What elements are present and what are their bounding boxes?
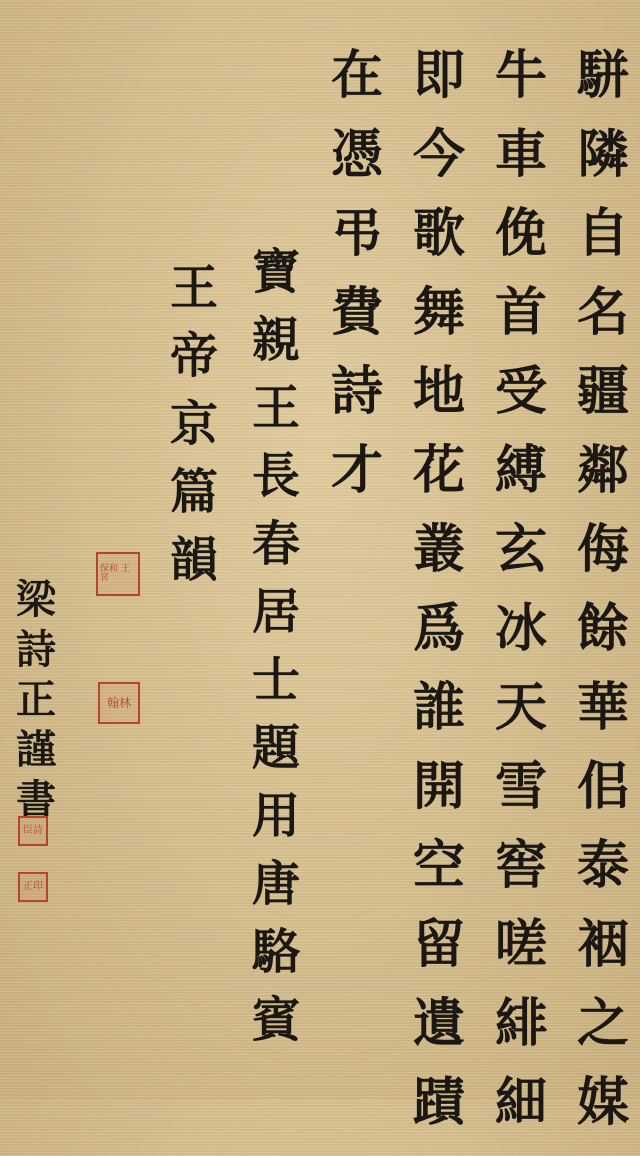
calligraphy-character: 牛 (494, 45, 547, 106)
calligraphy-character: 侮 (576, 519, 629, 580)
calligraphy-character: 自 (576, 203, 629, 264)
calligraphy-character: 王 (251, 380, 300, 436)
calligraphy-character: 窖 (494, 835, 547, 896)
calligraphy-character: 駱 (251, 924, 300, 980)
calligraphy-character: 士 (251, 652, 300, 708)
calligraphy-character: 舞 (412, 282, 465, 343)
calligraphy-character: 謹 (16, 726, 56, 773)
calligraphy-character: 書 (16, 776, 56, 823)
title-column-1 (246, 244, 306, 1064)
calligraphy-character: 才 (330, 440, 383, 501)
calligraphy-character: 開 (412, 756, 465, 817)
calligraphy-character: 題 (251, 720, 300, 776)
calligraphy-character: 留 (412, 914, 465, 975)
poem-column-4 (326, 45, 388, 524)
calligraphy-character: 之 (576, 993, 629, 1054)
calligraphy-character: 即 (412, 45, 465, 106)
calligraphy-character: 唐 (251, 856, 300, 912)
calligraphy-character: 裀 (576, 914, 629, 975)
seal-royal: 保和 王宮 (96, 552, 140, 596)
calligraphy-character: 縛 (494, 440, 547, 501)
calligraphy-character: 蹟 (412, 1072, 465, 1133)
calligraphy-character: 雪 (494, 756, 547, 817)
calligraphy-character: 京 (169, 396, 218, 452)
calligraphy-character: 春 (251, 516, 300, 572)
calligraphy-character: 篇 (169, 464, 218, 520)
calligraphy-character: 華 (576, 677, 629, 738)
calligraphy-character: 親 (251, 312, 300, 368)
calligraphy-character: 俛 (494, 203, 547, 264)
calligraphy-character: 泰 (576, 835, 629, 896)
calligraphy-character: 地 (412, 361, 465, 422)
calligraphy-character: 在 (330, 45, 383, 106)
calligraphy-character: 佀 (576, 756, 629, 817)
calligraphy-character: 賓 (251, 992, 300, 1048)
calligraphy-character: 受 (494, 361, 547, 422)
calligraphy-character: 詩 (16, 626, 56, 673)
calligraphy-character: 玄 (494, 519, 547, 580)
calligraphy-character: 緋 (494, 993, 547, 1054)
poem-column-3 (408, 45, 470, 1156)
title-column-2 (164, 260, 224, 604)
calligraphy-character: 遺 (412, 993, 465, 1054)
calligraphy-character: 叢 (412, 519, 465, 580)
calligraphy-character: 詩 (330, 361, 383, 422)
seal-signature-2: 正印 (18, 872, 48, 902)
calligraphy-character: 花 (412, 440, 465, 501)
calligraphy-character: 弔 (330, 203, 383, 264)
calligraphy-character: 梁 (16, 576, 56, 623)
calligraphy-character: 爲 (412, 598, 465, 659)
calligraphy-character: 媒 (576, 1072, 629, 1133)
calligraphy-character: 餘 (576, 598, 629, 659)
calligraphy-character: 駢 (576, 45, 629, 106)
calligraphy-character: 寶 (251, 244, 300, 300)
calligraphy-character: 今 (412, 124, 465, 185)
poem-column-2 (490, 45, 552, 1156)
calligraphy-character: 細 (494, 1072, 547, 1133)
calligraphy-character: 空 (412, 835, 465, 896)
calligraphy-character: 名 (576, 282, 629, 343)
calligraphy-character: 費 (330, 282, 383, 343)
calligraphy-character: 長 (251, 448, 300, 504)
calligraphy-character: 居 (251, 584, 300, 640)
calligraphy-character: 用 (251, 788, 300, 844)
seal-hanlin: 翰林 (98, 682, 140, 724)
calligraphy-character: 首 (494, 282, 547, 343)
calligraphy-character: 王 (169, 260, 218, 316)
seal-signature-1: 臣詩 (18, 816, 48, 846)
calligraphy-character: 車 (494, 124, 547, 185)
calligraphy-character: 誰 (412, 677, 465, 738)
calligraphy-character: 隣 (576, 124, 629, 185)
calligraphy-character: 正 (16, 676, 56, 723)
calligraphy-character: 鄰 (576, 440, 629, 501)
calligraphy-character: 韻 (169, 532, 218, 588)
calligraphy-character: 天 (494, 677, 547, 738)
calligraphy-character: 嗟 (494, 914, 547, 975)
poem-column-1 (572, 45, 634, 1156)
calligraphy-character: 帝 (169, 328, 218, 384)
calligraphy-character: 冰 (494, 598, 547, 659)
calligraphy-character: 憑 (330, 124, 383, 185)
signature-column (12, 576, 60, 830)
calligraphy-character: 歌 (412, 203, 465, 264)
calligraphy-character: 疆 (576, 361, 629, 422)
